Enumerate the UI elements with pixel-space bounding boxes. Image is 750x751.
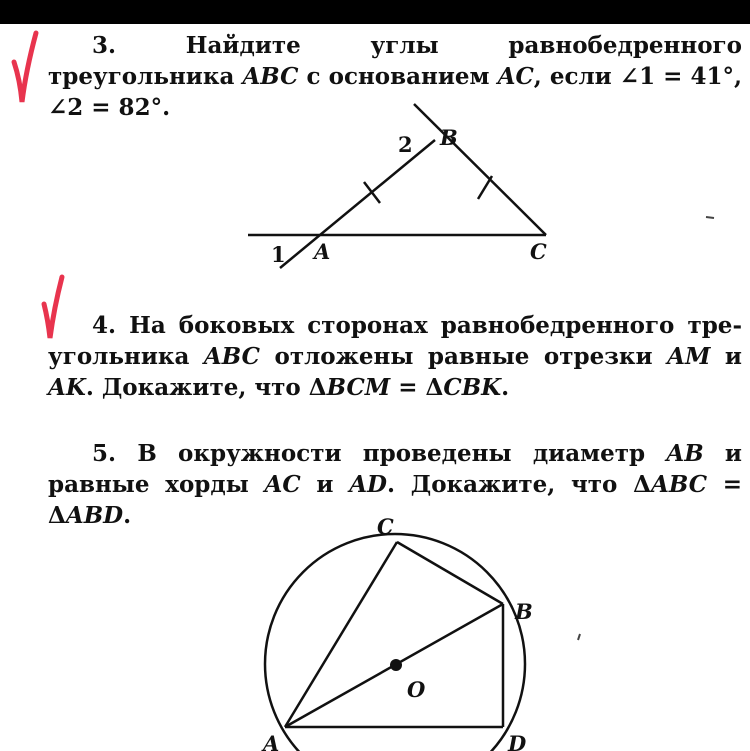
problem-4-number: 4. [92, 312, 117, 339]
problem-3-text: 3. Найдите углы равнобедренного треугольника ABC с основанием AC, если ∠1 = 41°, ∠2 = 82°. [48, 32, 743, 121]
problem-5-text: 5. В окружности проведены диаметр AB и равные хорды AC и AD. Докажите, что ΔABC = ΔABD. [48, 440, 743, 529]
angle-1-label: 1 [271, 242, 286, 267]
vertex-a-label: A [263, 731, 280, 751]
problem-5-number: 5. [92, 440, 117, 467]
vertex-b-label: B [440, 125, 458, 150]
stray-mark [578, 634, 580, 640]
chord-ac [285, 542, 397, 727]
problem-3-number: 3. [92, 32, 117, 59]
problem-4-text: 4. На боковых сторонах равнобедренного треугольника ABC отложены равные отрезки AM и AK. Докажите, что ΔBCM = ΔCBK. [48, 312, 742, 401]
vertex-d-label: D [508, 731, 527, 751]
circle [265, 534, 525, 751]
vertex-c-label: C [530, 239, 547, 264]
vertex-a-label: A [314, 239, 331, 264]
center-o-label: O [407, 677, 426, 702]
vertex-c-label: C [377, 514, 394, 539]
vertex-b-label: B [515, 599, 533, 624]
center-point [390, 659, 402, 671]
angle-2-label: 2 [398, 132, 413, 157]
